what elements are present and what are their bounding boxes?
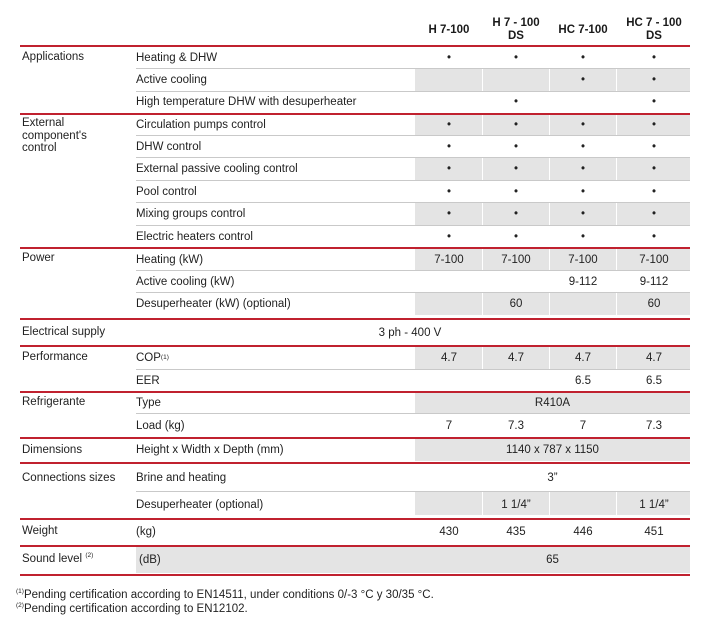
cell-hc7ds: 7-100 xyxy=(639,253,669,266)
section-connections: Connections sizes xyxy=(22,472,116,484)
row-label: Active cooling xyxy=(136,74,207,86)
cell-h7: 430 xyxy=(439,526,459,538)
cell-hc7: 7 xyxy=(579,419,587,432)
section-electrical-supply: Electrical supply xyxy=(22,326,106,338)
cell-hc7 xyxy=(551,91,615,113)
cell-hc7ds: 4.7 xyxy=(646,352,662,364)
column-header-h7: H 7-100 xyxy=(428,23,470,36)
cell-hc7: • xyxy=(580,230,586,243)
cell-h7ds: 7.3 xyxy=(508,419,524,432)
cell-h7ds: • xyxy=(513,185,519,198)
cell-h7 xyxy=(418,91,480,113)
row-label: Type xyxy=(136,396,161,409)
cell-h7ds: • xyxy=(513,118,519,131)
cell-h7: • xyxy=(446,118,452,131)
cell-span: 65 xyxy=(546,554,559,566)
cell-h7: • xyxy=(446,163,452,175)
cell-hc7ds: 6.5 xyxy=(646,374,662,387)
cell-hc7: • xyxy=(580,74,586,86)
footnote-2: $^{(2)}$Pending certification according to EN12102. xyxy=(16,602,248,615)
row-label: High temperature DHW with desuperheater xyxy=(136,96,357,108)
cell-h7: 7 xyxy=(445,419,453,432)
electrical-supply-value: 3 ph - 400 V xyxy=(378,326,442,339)
row-label: Heating (kW) xyxy=(136,253,204,266)
row-label: EER xyxy=(136,374,160,387)
column-header-hc7ds: HC 7 - 100 DS xyxy=(626,17,682,42)
cell-hc7ds: • xyxy=(651,118,657,131)
row-label: Desuperheater (kW) (optional) xyxy=(136,298,291,310)
section-power: Power xyxy=(22,252,55,264)
column-header-hc7: HC 7-100 xyxy=(558,23,608,36)
row-label: Desuperheater (optional) xyxy=(136,499,264,511)
row-label: External passive cooling control xyxy=(136,163,298,175)
cell-h7ds: • xyxy=(513,163,519,175)
cell-h7ds: 60 xyxy=(509,298,523,310)
cell-hc7: • xyxy=(580,51,586,64)
row-label: DHW control xyxy=(136,141,202,153)
cell-h7: • xyxy=(446,141,452,153)
cell-span: 1140 x 787 x 1150 xyxy=(506,444,599,456)
cell-h7ds: • xyxy=(513,141,519,153)
cell-h7: • xyxy=(446,51,452,64)
cell-hc7ds: • xyxy=(651,185,657,198)
row-label: Load (kg) xyxy=(136,419,185,432)
cell-h7ds xyxy=(484,370,548,391)
section-refrigerante: Refrigerante xyxy=(22,396,86,408)
section-external-control: External component's control xyxy=(22,117,87,154)
row-label: Heating & DHW xyxy=(136,51,218,64)
cell-h7: 7-100 xyxy=(434,253,464,266)
section-applications: Applications xyxy=(22,51,85,63)
row-label: Electric heaters control xyxy=(136,230,253,243)
cell-hc7: • xyxy=(580,208,586,220)
cell-h7ds: • xyxy=(513,51,519,64)
cell-hc7: 446 xyxy=(573,526,593,538)
cell-hc7ds: 9-112 xyxy=(639,275,669,288)
cell-hc7: 4.7 xyxy=(575,352,591,364)
row-label: Active cooling (kW) xyxy=(136,275,235,288)
cell-hc7: • xyxy=(580,141,586,153)
cell-hc7ds: 60 xyxy=(647,298,661,310)
row-label: Mixing groups control xyxy=(136,208,246,220)
cell-hc7: • xyxy=(580,118,586,131)
cell-hc7ds: • xyxy=(651,74,657,86)
cell-h7 xyxy=(418,293,480,315)
cell-span: R410A xyxy=(534,396,571,409)
cell-hc7: • xyxy=(580,163,586,175)
cell-hc7ds: • xyxy=(651,141,657,153)
cell-hc7: • xyxy=(580,185,586,198)
cell-span: 3” xyxy=(547,471,558,484)
cell-h7ds: 1 1/4” xyxy=(501,499,531,511)
cell-hc7ds: • xyxy=(651,208,657,220)
cell-h7: • xyxy=(446,185,452,198)
cell-h7ds: • xyxy=(513,96,519,108)
cell-hc7ds: 1 1/4” xyxy=(639,499,669,511)
cell-h7: • xyxy=(446,230,452,243)
cell-h7ds: 4.7 xyxy=(508,352,524,364)
cell-h7 xyxy=(418,271,480,292)
row-label: Height x Width x Depth (mm) xyxy=(136,444,284,456)
column-header-h7ds: H 7 - 100 DS xyxy=(492,17,540,42)
footnote-1: $^{(1)}$Pending certification according to EN14511, under conditions 0/-3 °C y 30/35 °C. xyxy=(16,588,434,601)
section-dimensions: Dimensions xyxy=(22,444,83,456)
row-label: Pool control xyxy=(136,185,197,198)
cell-hc7: 7-100 xyxy=(568,253,598,266)
cell-h7ds xyxy=(484,69,548,91)
row-label: COP (1) xyxy=(136,352,169,364)
cell-hc7ds: • xyxy=(651,96,657,108)
cell-h7 xyxy=(418,69,480,91)
section-sound-level: Sound level $^{(2)}$ xyxy=(22,552,94,565)
cell-h7ds: • xyxy=(513,208,519,220)
row-label: Circulation pumps control xyxy=(136,118,266,131)
section-weight: Weight xyxy=(22,525,58,537)
row-label: (dB) xyxy=(139,554,161,566)
row-label: (kg) xyxy=(136,526,156,538)
cell-hc7ds: 451 xyxy=(644,526,664,538)
cell-h7ds: 435 xyxy=(506,526,526,538)
cell-hc7 xyxy=(551,293,615,315)
cell-h7: • xyxy=(446,208,452,220)
cell-hc7: 9-112 xyxy=(568,275,598,288)
cell-hc7 xyxy=(551,492,615,518)
cell-hc7ds: • xyxy=(651,230,657,243)
cell-hc7ds: • xyxy=(651,51,657,64)
cell-hc7ds: 7.3 xyxy=(646,419,662,432)
cell-h7ds: 7-100 xyxy=(501,253,531,266)
cell-hc7ds: • xyxy=(651,163,657,175)
row-label: Brine and heating xyxy=(136,471,227,484)
cell-h7 xyxy=(418,370,480,391)
cell-h7 xyxy=(418,492,480,518)
cell-hc7: 6.5 xyxy=(575,374,591,387)
cell-h7: 4.7 xyxy=(441,352,457,364)
cell-h7ds: • xyxy=(513,230,519,243)
section-performance: Performance xyxy=(22,351,88,363)
cell-h7ds xyxy=(484,271,548,292)
